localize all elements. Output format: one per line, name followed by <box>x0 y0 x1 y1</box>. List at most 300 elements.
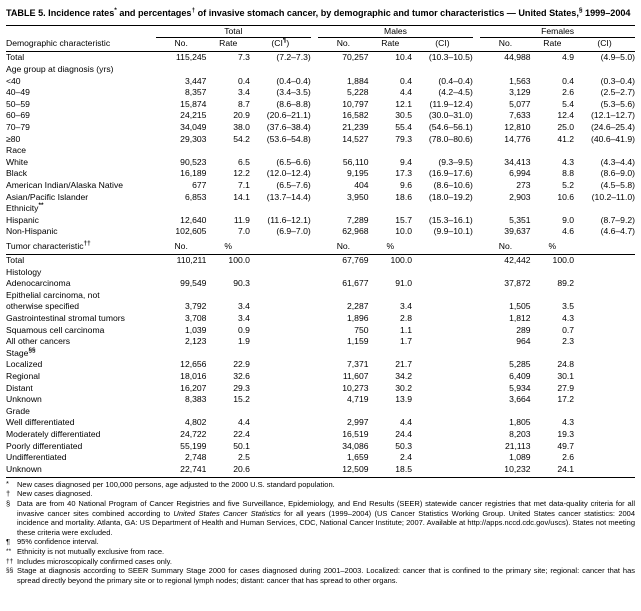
col-gap <box>311 394 318 406</box>
cell-males-pct: 4.4 <box>400 417 412 428</box>
column-header-tumor-females-pct: % <box>548 240 557 251</box>
ci-footnote-marker: ¶ <box>282 37 287 45</box>
cell-males-pct: 21.7 <box>395 359 412 370</box>
cell-total-no: 16,207 <box>180 382 207 393</box>
cell-total-no: 3,447 <box>184 75 207 86</box>
cell-males-filler <box>412 452 473 464</box>
table-row <box>6 336 635 348</box>
col-gap <box>473 464 480 476</box>
cell-total-filler <box>250 359 311 371</box>
col-gap <box>311 180 318 192</box>
row-label: Moderately differentiated <box>6 428 101 439</box>
footnote-symbol: †† <box>6 557 14 565</box>
section-heading-filler <box>531 145 574 157</box>
cell-males-rate: 30.5 <box>395 110 412 121</box>
footnote-text: 95% confidence interval. <box>17 537 99 547</box>
cell-males-filler <box>412 394 473 406</box>
tumor-footnote-marker: †† <box>83 240 91 248</box>
section-heading-row <box>6 348 635 360</box>
cell-total-ci: (0.4–0.4) <box>276 75 311 86</box>
cell-total-no: 2,748 <box>184 452 207 463</box>
col-gap <box>473 215 480 227</box>
cell-males-no: 7,371 <box>347 359 369 370</box>
title-prefix: TABLE 5. Incidence rates <box>6 8 115 18</box>
cell-females-no: 12,810 <box>504 122 531 133</box>
section-heading-filler <box>250 348 311 360</box>
row-label: 40–49 <box>6 87 30 98</box>
section-heading-filler <box>369 348 412 360</box>
table-row <box>6 394 635 406</box>
cell-females-no: 1,089 <box>509 452 531 463</box>
cell-females-no: 34,413 <box>504 156 531 167</box>
title-footnote-marker-1: * <box>114 6 117 14</box>
cell-females-pct: 4.3 <box>562 313 575 324</box>
section-heading-filler <box>369 64 412 76</box>
cell-total-no: 677 <box>192 180 207 191</box>
cell-females-ci: (4.3–4.4) <box>600 156 635 167</box>
cell-total-rate: 14.1 <box>233 191 250 202</box>
section-heading-filler <box>156 145 207 157</box>
cell-males-ci: (15.3–16.1) <box>428 214 473 225</box>
col-gap <box>311 215 318 227</box>
footnotes <box>6 480 635 586</box>
cell-females-rate: 0.4 <box>562 75 575 86</box>
row-label: American Indian/Alaska Native <box>6 180 124 191</box>
col-gap <box>311 76 318 88</box>
section-heading: Grade <box>6 405 30 416</box>
cell-females-pct: 2.6 <box>562 452 575 463</box>
cell-females-rate: 2.6 <box>562 87 575 98</box>
cell-total-rate: 38.0 <box>233 122 250 133</box>
cell-males-ci: (30.0–31.0) <box>428 110 473 121</box>
cell-total-filler <box>250 371 311 383</box>
rule-bottom <box>6 475 635 477</box>
cell-total-no: 29,303 <box>180 133 207 144</box>
col-gap <box>473 278 480 290</box>
cell-total-filler <box>250 301 311 313</box>
column-header-males-ci: (CI) <box>435 38 450 49</box>
section-heading-filler <box>156 64 207 76</box>
cell-males-rate: 9.6 <box>400 180 412 191</box>
cell-total-pct: 2.5 <box>237 452 250 463</box>
cell-females-ci: (4.5–5.8) <box>600 180 635 191</box>
cell-females-rate: 5.4 <box>562 98 575 109</box>
cell-total-no: 24,722 <box>180 428 207 439</box>
column-header-total-no: No. <box>174 38 188 49</box>
cell-total-ci: (37.6–38.4) <box>266 122 311 133</box>
cell-females-no: 1,805 <box>509 417 531 428</box>
footnote <box>6 566 635 585</box>
cell-males-ci: (4.2–4.5) <box>438 87 473 98</box>
cell-males-rate: 12.1 <box>395 98 412 109</box>
section-heading-filler <box>206 348 249 360</box>
row-label: ≥80 <box>6 133 21 144</box>
continuation-filler <box>206 290 249 302</box>
table-row <box>6 110 635 122</box>
section-heading-filler <box>574 203 635 215</box>
cell-total-filler <box>250 394 311 406</box>
cell-females-pct: 30.1 <box>557 371 575 382</box>
table-row <box>6 122 635 134</box>
cell-males-pct: 50.3 <box>395 440 412 451</box>
statistics-table <box>6 23 635 478</box>
cell-females-no: 289 <box>516 324 531 335</box>
footnote-text: New cases diagnosed per 100,000 persons, age adjusted to the 2000 U.S. standard population. <box>17 479 335 489</box>
section-heading-filler <box>574 267 635 279</box>
col-gap <box>311 383 318 395</box>
cell-males-filler <box>412 441 473 453</box>
cell-total-rate: 11.9 <box>233 214 250 225</box>
column-header-tumor-males-no: No. <box>336 240 351 251</box>
section-heading-filler <box>473 145 480 157</box>
col-gap <box>473 313 480 325</box>
section-heading-filler <box>206 267 249 279</box>
cell-females-pct: 2.3 <box>562 336 575 347</box>
cell-total-rate: 20.9 <box>233 110 250 121</box>
column-header-row <box>6 38 635 50</box>
gap-3 <box>311 38 318 50</box>
cell-total-no: 3,792 <box>184 301 207 312</box>
cell-males-filler <box>412 429 473 441</box>
col-gap <box>311 278 318 290</box>
section-heading-row <box>6 406 635 418</box>
cell-males-filler <box>412 313 473 325</box>
continuation-filler <box>318 290 368 302</box>
cell-total-pct: 29.3 <box>233 382 250 393</box>
footnote-text: Includes microscopically confirmed cases only. <box>17 556 172 566</box>
column-header-tumor <box>6 241 156 253</box>
footnote-text <box>17 499 635 537</box>
cell-females-no: 5,934 <box>509 382 531 393</box>
section-heading-row <box>6 203 635 215</box>
cell-females-pct: 100.0 <box>552 255 575 266</box>
cell-females-filler <box>574 417 635 429</box>
cell-males-no: 70,257 <box>342 52 369 63</box>
col-gap <box>473 122 480 134</box>
cell-total-filler <box>250 336 311 348</box>
row-label: White <box>6 156 28 167</box>
cell-males-pct: 1.1 <box>400 324 412 335</box>
section-heading-filler <box>412 267 473 279</box>
cell-total-no: 8,357 <box>184 87 207 98</box>
col-gap <box>473 157 480 169</box>
continuation-filler <box>531 290 574 302</box>
cell-females-ci: (4.9–5.0) <box>600 52 635 63</box>
section-footnote-marker: §§ <box>28 346 36 354</box>
column-header-males-rate: Rate <box>381 38 400 49</box>
cell-males-ci: (10.3–10.5) <box>428 52 473 63</box>
section-heading-filler <box>318 406 368 418</box>
cell-total-filler <box>250 464 311 476</box>
cell-females-no: 2,903 <box>509 191 531 202</box>
cell-total-no: 102,605 <box>175 226 207 237</box>
cell-total-pct: 32.6 <box>233 371 250 382</box>
cell-total-ci: (13.7–14.4) <box>266 191 311 202</box>
cell-total-filler <box>250 325 311 337</box>
section-heading-filler <box>574 406 635 418</box>
section-heading-filler <box>473 203 480 215</box>
col-gap <box>473 371 480 383</box>
group-header-total: Total <box>156 25 311 38</box>
table-row <box>6 157 635 169</box>
cell-females-pct: 27.9 <box>557 382 575 393</box>
col-gap <box>311 226 318 238</box>
cell-females-rate: 4.3 <box>562 156 575 167</box>
cell-males-ci: (9.9–10.1) <box>433 226 473 237</box>
section-heading-filler <box>369 203 412 215</box>
cell-total-no: 90,523 <box>180 156 207 167</box>
col-gap <box>311 122 318 134</box>
gap-5 <box>311 241 318 253</box>
cell-males-rate: 18.6 <box>395 191 412 202</box>
section-heading-filler <box>480 203 530 215</box>
col-gap <box>473 336 480 348</box>
cell-females-no: 273 <box>516 180 531 191</box>
cell-males-no: 62,968 <box>342 226 369 237</box>
continuation-filler <box>311 290 318 302</box>
footnote-text-part: for all years (1999–2004) (US Cancer Statistics Working Group. United States cancer statistics: 2004 incidence and mortality. Atlanta, GA: US Department of Health and Human Services, CDC, National Cancer Institute; 2007. Available at http://apps.nccd.cdc.gov/uscs). States not meeting these criteria were excluded. <box>17 508 635 537</box>
section-heading-filler <box>250 267 311 279</box>
ci-close: ) <box>286 38 290 49</box>
cell-females-rate: 10.6 <box>557 191 575 202</box>
group-header-row <box>6 25 635 38</box>
section-heading-filler <box>311 267 318 279</box>
cell-males-ci: (0.4–0.4) <box>438 75 473 86</box>
cell-males-rate: 17.3 <box>395 168 412 179</box>
cell-females-filler <box>574 336 635 348</box>
cell-males-no: 7,289 <box>347 214 369 225</box>
table-row <box>6 371 635 383</box>
footnote <box>6 537 635 547</box>
row-label: otherwise specified <box>6 301 80 312</box>
section-heading-filler <box>412 203 473 215</box>
cell-females-pct: 24.1 <box>557 463 575 474</box>
footnote-citation-title: United States Cancer Statistics <box>173 508 281 518</box>
table-row <box>6 180 635 192</box>
cell-males-no: 2,287 <box>347 301 369 312</box>
gap-6 <box>473 241 480 253</box>
cell-total-pct: 22.4 <box>233 428 250 439</box>
cell-females-ci: (4.6–4.7) <box>600 226 635 237</box>
section-heading: Histology <box>6 266 42 277</box>
cell-males-filler <box>412 359 473 371</box>
col-gap <box>311 87 318 99</box>
cell-males-rate: 55.4 <box>395 122 412 133</box>
footnote <box>6 489 635 499</box>
cell-males-filler <box>412 336 473 348</box>
title-mid-2: of invasive stomach cancer, by demographic and tumor characteristics — United States, <box>195 8 579 18</box>
cell-females-rate: 4.6 <box>562 226 575 237</box>
cell-males-filler <box>412 464 473 476</box>
section-heading-filler <box>531 267 574 279</box>
cell-males-filler <box>412 325 473 337</box>
col-gap <box>473 134 480 146</box>
cell-males-rate: 4.4 <box>400 87 412 98</box>
row-label: Distant <box>6 382 33 393</box>
section-heading-filler <box>206 64 249 76</box>
section-heading-filler <box>156 203 207 215</box>
cell-females-no: 1,812 <box>509 313 531 324</box>
cell-females-no: 5,351 <box>509 214 531 225</box>
row-label: Squamous cell carcinoma <box>6 324 105 335</box>
cell-total-rate: 8.7 <box>237 98 250 109</box>
cell-females-no: 6,409 <box>509 371 531 382</box>
section-heading-filler <box>311 203 318 215</box>
row-label: Non-Hispanic <box>6 226 58 237</box>
cell-females-no: 5,077 <box>509 98 531 109</box>
cell-males-pct: 13.9 <box>395 394 412 405</box>
footnote-symbol: ** <box>6 548 12 556</box>
footnote-text: New cases diagnosed. <box>17 489 93 499</box>
section-heading-filler <box>318 267 368 279</box>
table-row <box>6 464 635 476</box>
section-heading-filler <box>369 267 412 279</box>
col-gap <box>311 371 318 383</box>
cell-total-pct: 22.9 <box>233 359 250 370</box>
tumor-spacer-3 <box>574 241 635 253</box>
table-row <box>6 278 635 290</box>
col-gap <box>473 110 480 122</box>
cell-total-ci: (12.0–12.4) <box>266 168 311 179</box>
row-label: Adenocarcinoma <box>6 278 71 289</box>
continuation-filler <box>480 290 530 302</box>
cell-females-no: 6,994 <box>509 168 531 179</box>
section-heading-filler <box>369 145 412 157</box>
cell-total-pct: 100.0 <box>228 255 250 266</box>
col-gap <box>473 226 480 238</box>
section-heading: Age group at diagnosis (yrs) <box>6 64 114 75</box>
col-gap <box>473 359 480 371</box>
col-gap <box>311 325 318 337</box>
cell-total-no: 34,049 <box>180 122 207 133</box>
section-heading-filler <box>156 406 207 418</box>
col-gap <box>311 452 318 464</box>
title-footnote-marker-2: † <box>191 6 196 14</box>
continuation-filler <box>369 290 412 302</box>
cell-total-rate: 6.5 <box>237 156 250 167</box>
cell-males-filler <box>412 255 473 267</box>
row-label: Unknown <box>6 463 42 474</box>
cell-total-no: 4,802 <box>184 417 207 428</box>
cell-females-pct: 0.7 <box>562 324 575 335</box>
cell-females-rate: 12.4 <box>557 110 575 121</box>
table-row <box>6 52 635 64</box>
cell-females-pct: 17.2 <box>557 394 575 405</box>
footnote-symbol: * <box>6 479 9 489</box>
cell-females-rate: 8.8 <box>562 168 575 179</box>
cell-males-no: 9,195 <box>347 168 369 179</box>
cell-total-no: 16,189 <box>180 168 207 179</box>
row-label: 60–69 <box>6 110 30 121</box>
cell-females-no: 8,203 <box>509 428 531 439</box>
cell-males-ci: (11.9–12.4) <box>429 98 473 109</box>
row-label: Regional <box>6 371 40 382</box>
row-label: Total <box>6 255 25 266</box>
footnote <box>6 547 635 557</box>
cell-males-no: 34,086 <box>342 440 369 451</box>
row-label: Well differentiated <box>6 417 75 428</box>
col-gap <box>473 52 480 64</box>
section-heading-filler <box>531 348 574 360</box>
cell-males-no: 1,159 <box>347 336 369 347</box>
cell-total-pct: 0.9 <box>237 324 250 335</box>
col-gap <box>473 301 480 313</box>
row-label: <40 <box>6 75 21 86</box>
cell-males-ci: (18.0–19.2) <box>428 191 473 202</box>
cell-females-no: 5,285 <box>509 359 531 370</box>
cell-total-pct: 3.4 <box>237 313 250 324</box>
demographic-body <box>6 52 635 238</box>
cell-total-filler <box>250 383 311 395</box>
cell-males-ci: (9.3–9.5) <box>438 156 473 167</box>
column-header-total-rate: Rate <box>219 38 238 49</box>
col-gap <box>311 52 318 64</box>
cell-males-pct: 34.2 <box>395 371 412 382</box>
table-row <box>6 301 635 313</box>
col-gap <box>473 383 480 395</box>
col-gap <box>473 87 480 99</box>
cell-total-ci: (11.6–12.1) <box>267 214 311 225</box>
col-gap <box>473 441 480 453</box>
table-row <box>6 441 635 453</box>
section-heading-filler <box>574 64 635 76</box>
cell-males-ci: (54.6–56.1) <box>428 122 473 133</box>
cell-total-pct: 15.2 <box>233 394 250 405</box>
cell-females-filler <box>574 394 635 406</box>
cell-total-pct: 3.4 <box>237 301 250 312</box>
cell-males-no: 1,659 <box>347 452 369 463</box>
cell-females-ci: (24.6–25.4) <box>591 122 635 133</box>
cell-females-pct: 89.2 <box>557 278 575 289</box>
cell-males-pct: 3.4 <box>400 301 412 312</box>
section-heading-filler <box>574 348 635 360</box>
cell-total-rate: 7.1 <box>237 180 250 191</box>
table-row <box>6 417 635 429</box>
column-header-males-no: No. <box>336 38 351 49</box>
cell-total-no: 8,383 <box>184 394 207 405</box>
col-gap <box>311 417 318 429</box>
cell-females-no: 14,776 <box>504 133 531 144</box>
cell-males-filler <box>412 278 473 290</box>
page-title <box>6 7 635 19</box>
col-gap <box>311 359 318 371</box>
row-label: Unknown <box>6 394 42 405</box>
cell-total-ci: (6.5–7.6) <box>276 180 311 191</box>
table-row <box>6 359 635 371</box>
cell-total-no: 110,211 <box>176 255 207 266</box>
col-gap <box>473 192 480 204</box>
cell-females-ci: (40.6–41.9) <box>591 133 635 144</box>
col-gap <box>311 441 318 453</box>
cell-males-no: 750 <box>354 324 369 335</box>
table-row <box>6 313 635 325</box>
cell-total-pct: 4.4 <box>237 417 250 428</box>
col-gap <box>311 134 318 146</box>
gap-4 <box>473 38 480 50</box>
tumor-header-row <box>6 241 635 253</box>
footnote-text-part: Data are from 40 National Program of Cancer Registries and five Surveillance, Epidemiology, and End Results (SEER) statewide cancer registries that met data-quality criteria for all invasive cancer sites combined according to <box>17 499 635 518</box>
section-heading-filler <box>480 64 530 76</box>
cell-males-ci: (8.6–10.6) <box>433 180 473 191</box>
column-header-females-no: No. <box>498 38 513 49</box>
cell-females-no: 1,563 <box>509 75 531 86</box>
table-row <box>6 383 635 395</box>
section-heading-filler <box>250 145 311 157</box>
cell-total-rate: 0.4 <box>237 75 250 86</box>
cell-females-no: 44,988 <box>504 52 531 63</box>
cell-females-rate: 4.9 <box>562 52 575 63</box>
cell-males-rate: 10.4 <box>395 52 412 63</box>
